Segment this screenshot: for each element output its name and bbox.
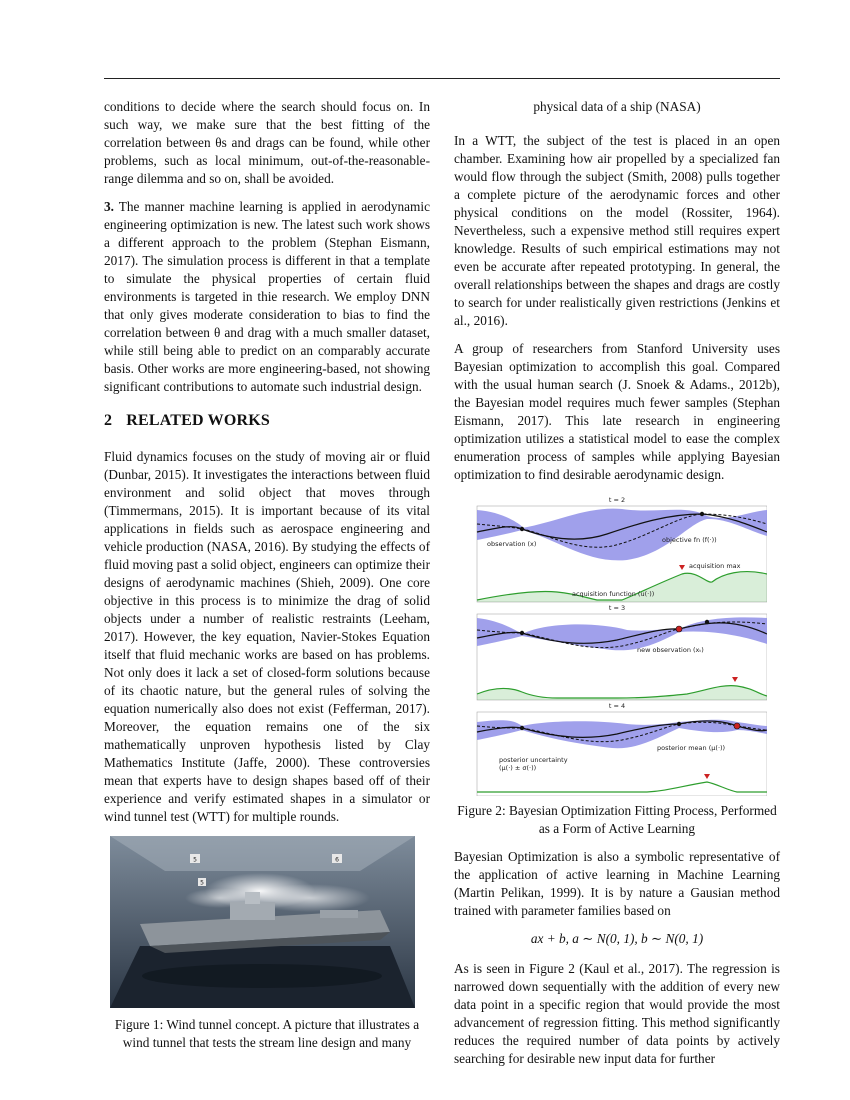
paragraph: As is seen in Figure 2 (Kaul et al., 2017). The regression is narrowed down sequentially with the addition of every new data point in a specific region that would provide the most advancement of regression fitting. This method significantly reduces the required number of data points by actively searching for desirable new input data for further	[454, 961, 780, 1066]
panel-t4	[477, 702, 767, 796]
paragraph: Fluid dynamics focuses on the study of moving air or fluid (Dunbar, 2015). It investigates the interactions between fluid environment and solid object that moves through (Timmermans, 2015). It is important because of its vital applications in fields such as aerospace engineering and vehicle production (NASA, 2016). By studying the effects of fluid moving past a solid object, engineers can optimize their designs of aerodynamic machines (Shieh, 2009). One core objective in this process is to minimize the drag of solid objects under a number of realistic restraints (Leeham, 2017). However, the key equation, Navier-Stokes Equation itself that fluid mechanic works are based on has problems. Not only does it lack a set of closed-form solutions because of its chaotic nature, but the general rules of solving the equation numerically also does not exist (Fefferman, 2017). Moreover, the equation remains one of the six mathematically unproven hypothesis listed by Clay Mathematics Institute (Jaffe, 2000). These controversies mean that experts have to design shapes based off of their experience and verify estimated shapes in a simulator or wind tunnel test (WTT) for multiple rounds.	[104, 449, 430, 824]
paragraph: 3. The manner machine learning is applied in aerodynamic engineering optimization is new. The latest such work shows a different approach to the problem (Stephan Eismann, 2017). The simulation process is different in that a template to simulate the physical properties of certain fluid environments is targeted in thie research. We employ DNN that only gives moderate consideration to bias to find the correlation between θ and drag with a much smaller dataset, while still being able to predict on an comparably accurate basis. Other works are more engineering-based, not showing significant contributions to automate such industrial design.	[104, 199, 430, 394]
paragraph: conditions to decide where the search should focus on. In such way, we make sure that the best fitting of the correlation between θs and drags can be found, while other problems, such as local minimum, out-of-the-reasonable-range dilemma and so on, shall be avoided.	[104, 99, 430, 186]
panel-t2	[477, 496, 767, 602]
wind-tunnel-illustration	[110, 836, 415, 1008]
figure-2-caption: Figure 2: Bayesian Optimization Fitting Process, Performed as a Form of Active Learning	[457, 803, 777, 836]
label-new-observation: new observation (xₜ)	[637, 646, 704, 654]
label-acquisition-max: acquisition max	[689, 562, 741, 570]
panel-t3	[477, 604, 767, 700]
label-posterior-mean: posterior mean (μ(·))	[657, 744, 726, 752]
tunnel-sign: 5	[193, 856, 197, 864]
paragraph: In a WTT, the subject of the test is placed in an open chamber. Examining how air propelled by a specialized fan would flow through the subject (Smith, 2008) pulls together a complete picture of the aerodynamic forces and other physical conditions on the model (Rossiter, 1964). Nevertheless, such a expensive method still requires expert knowledge. Results of such empirical estimations may not even be accurate after repeated prototyping. In general, the overall relationships between the shapes and drags are costly to search for under realistically given restrictions (Jenkins et al., 2016).	[454, 133, 780, 328]
left-column	[104, 98, 430, 1062]
label-acquisition-function: acquisition function (u(·))	[572, 590, 655, 598]
equation: ax + b, a ∼ N(0, 1), b ∼ N(0, 1)	[530, 931, 704, 946]
panel-title: t = 2	[608, 496, 626, 504]
label-posterior-uncertainty-formula: (μ(·) ± σ(·))	[499, 764, 537, 772]
bayesian-optimization-figure	[467, 494, 767, 796]
label-objective: objective fn (f(·))	[662, 536, 717, 544]
tunnel-sign: 6	[335, 856, 339, 864]
figure-1-caption: Figure 1: Wind tunnel concept. A picture that illustrates a wind tunnel that tests the stream line design and many	[114, 1017, 420, 1050]
panel-title: t = 4	[608, 702, 626, 710]
section-heading	[104, 412, 430, 430]
paragraph: Bayesian Optimization is also a symbolic representative of the application of active learning in Machine Learning (Martin Pelikan, 1999). It is by nature a Gausian method trained with parameter families based on	[454, 849, 780, 918]
right-column	[454, 98, 780, 1078]
figure-1-caption-continued: physical data of a ship (NASA)	[533, 99, 701, 114]
section-title: RELATED WORKS	[126, 412, 271, 429]
tunnel-sign: 5	[200, 879, 204, 887]
item-number: 3.	[104, 199, 114, 214]
paragraph: A group of researchers from Stanford University uses Bayesian optimization to accomplish this goal. Compared with the usual human search (J. Snoek & Adams., 2012b), the Bayesian model requires much fewer samples (Stephan Eismann, 2017). This late research in engineering optimization utilizes a statistical model to ease the complex enumeration process of samples while applying Bayesian optimization to find desirable aerodynamic design.	[454, 341, 780, 482]
panel-title: t = 3	[608, 604, 626, 612]
header-rule	[104, 78, 780, 79]
label-posterior-uncertainty: posterior uncertainty	[499, 756, 568, 764]
section-number: 2	[104, 412, 113, 429]
wind-tunnel-photo	[110, 836, 415, 1008]
label-observation: observation (x)	[487, 540, 537, 548]
